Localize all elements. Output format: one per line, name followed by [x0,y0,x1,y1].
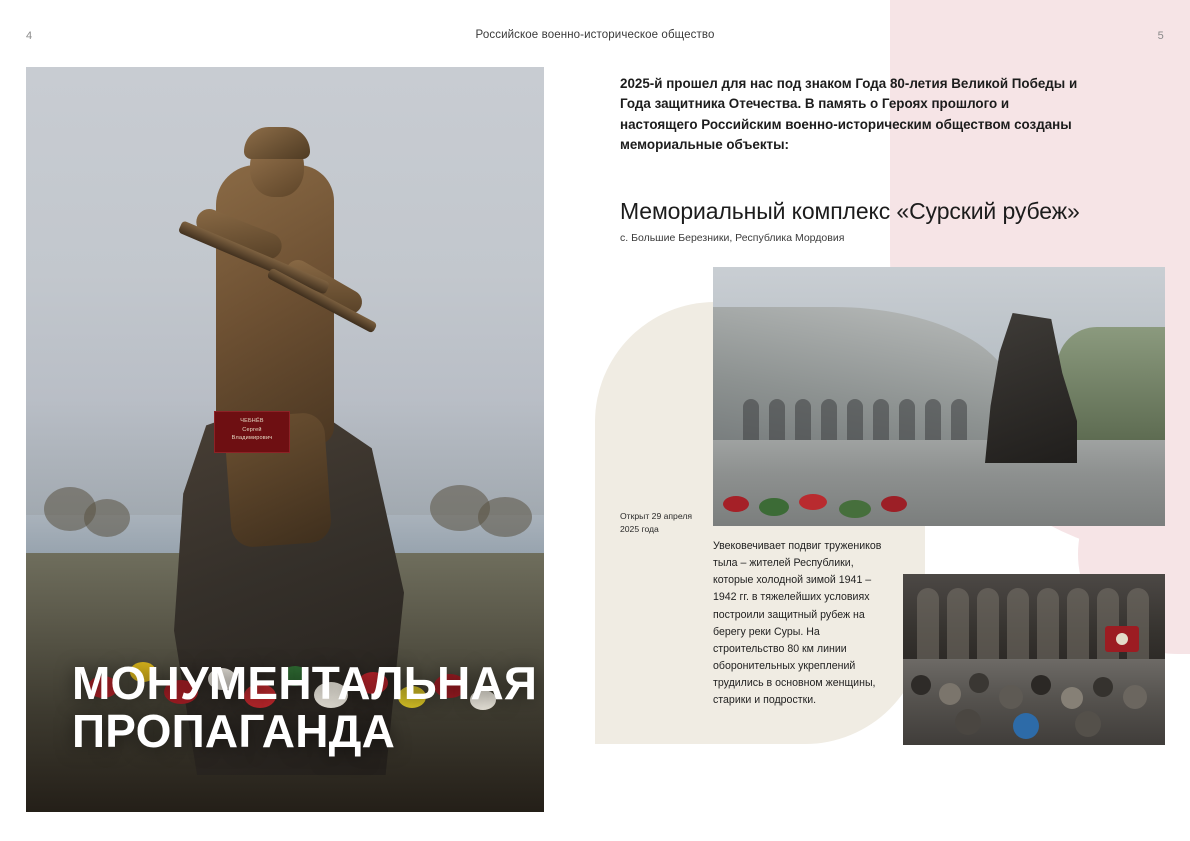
ceremony-relief-figure-3 [977,588,999,668]
hero-tree-4 [478,497,532,537]
right-page-content [620,74,1165,244]
crowd-head-1 [911,675,931,695]
photo-flower-1 [723,496,749,512]
crowd-head-11 [1075,711,1101,737]
ceremony-relief-figure-4 [1007,588,1029,668]
hero-title [72,656,538,758]
crowd-head-5 [1031,675,1051,695]
crowd-head-3 [969,673,989,693]
hero-title-line-1: МОНУМЕНТАЛЬНАЯ [72,656,538,709]
ceremony-relief-wall [903,574,1165,670]
ceremony-flag [1105,626,1139,652]
photo-flowerbed [713,464,943,526]
memorial-plaque [214,411,290,453]
page-number-right: 5 [1157,30,1164,42]
photo-memorial-complex [713,267,1165,526]
page-number-left: 4 [26,30,33,42]
plaque-line-3: Владимирович [231,435,273,442]
running-title: Российское военно-историческое общество [475,29,715,41]
photo-flower-2 [759,498,789,516]
crowd-head-10 [1013,713,1039,739]
memorial-description: Увековечивает подвиг тружеников тыла – жителей Республики, которые холодной зимой 1941 – 1942 гг. в тяжелейших условиях построили защитный рубеж на берегу реки Суры. На строительство 80 км линии оборонительных укреплений трудились в основном женщины, старики и подростки. [713,540,882,707]
ceremony-crowd [903,659,1165,745]
crowd-head-9 [955,709,981,735]
photo-flower-4 [839,500,871,518]
memorial-location: с. Большие Березники, Республика Мордовия [620,231,845,244]
lead-paragraph: 2025-й прошел для нас под знаком Года 80-летия Великой Победы и Года защитника Отечества. В память о Героях прошлого и настоящего Российским военно-историческим обществом созданы мемориальные объекты: [620,76,1078,153]
photo-flower-5 [881,496,907,512]
ceremony-relief-figure-2 [947,588,969,668]
ceremony-relief-figure-1 [917,588,939,668]
photo-flower-3 [799,494,827,510]
ceremony-relief-figure-6 [1067,588,1089,668]
hero-title-line-2: ПРОПАГАНДА [72,705,396,758]
hero-tree-2 [84,499,130,537]
plaque-line-1: ЧЕБНЁВ [240,418,264,424]
memorial-title: Мемориальный комплекс «Сурский рубеж» [620,197,1080,224]
statue-body [216,165,334,445]
ceremony-relief-figure-5 [1037,588,1059,668]
crowd-head-6 [1061,687,1083,709]
crowd-head-8 [1123,685,1147,709]
plaque-line-2: Сергей [242,426,262,433]
statue-helmet [244,127,310,159]
crowd-head-2 [939,683,961,705]
crowd-head-4 [999,685,1023,709]
crowd-head-7 [1093,677,1113,697]
hero-photo-monument [26,67,544,812]
photo-opening-ceremony [903,574,1165,745]
opening-date-note: Открыт 29 апреля 2025 года [620,511,692,534]
